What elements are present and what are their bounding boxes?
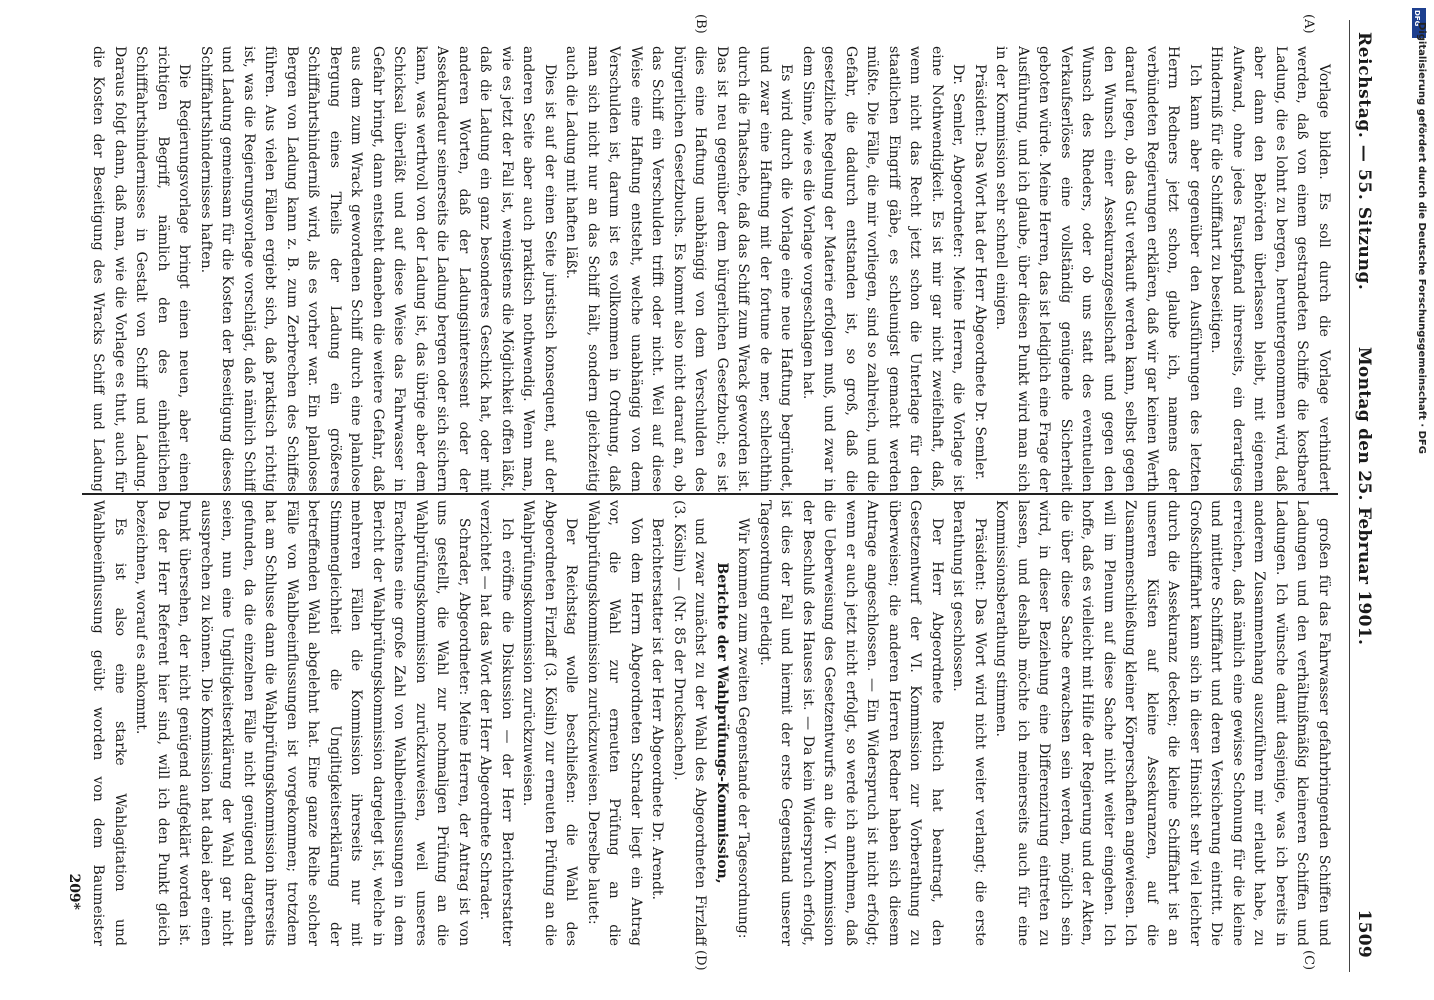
paragraph: Wir kommen zum zweiten Gegenstande der Tagesordnung: xyxy=(735,518,752,939)
paragraph: Ich kann aber gegenüber den Ausführungen des letzten Herrn Redners jetzt schon, glaube ich, namens der verbündeten Regierungen erklären, daß wir gar keinen Werth darauf legen, ob das Gut verkauft werden kann, selbst gegen den Wunsch einer Assekuranzgesellschaft und gegen den Wunsch des Rheders, oder ob uns statt des eventuellen Verkaufserlöses eine vollständig genügende Sicherheit geboten würde. Meine Herren, das ist lediglich eine Frage der Ausführung, und ich glaube, über diesen Punkt wird man sich in der Kommission sehr schnell einigen. xyxy=(993,46,1203,492)
paragraph: Schrader, Abgeordneter: Meine Herren, der Antrag ist von uns gestellt, die Wahl zur nochmaligen Prüfung an die Wahlprüfungskommission zurückzuweisen, weil unseres Erachtens eine große Zahl von Wahlbeeinflussungen in dem Bericht der Wahlprüfungskommission dargelegt ist, welche in mehreren Fällen die Kommission ihrerseits nur mit Stimmengleichheit die Ungiltigkeitserklärung der betreffenden Wahl abgelehnt hat. Eine ganze Reihe solcher Fälle von Wahlbeeinflussungen ist vorgekommen; trotzdem hat am Schlusse dann die Wahlprüfungskommission ihrerseits gefunden, da die einzelnen Fälle nicht genügend dargethan seien, nun eine Ungiltigkeitserklärung der Wahl gar nicht aussprechen zu können. Die Kommission hat dabei aber einen Punkt übersehen, der nicht genügend aufgeklärt worden ist. Da der Herr Referent hier sind, will ich den Punkt gleich bezeichnen, worauf es ankommt. xyxy=(133,500,472,946)
margin-mark-c: (C) xyxy=(1301,950,1316,971)
paragraph: Präsident: Das Wort hat der Herr Abgeordnete Dr. Semler. xyxy=(972,64,988,481)
paragraph: Es wird durch die Vorlage eine neue Haftung begründet, und zwar eine Haftung mit der fortune de mer, schlechthin durch die Thatsache, daß das Schiff zum Wrack geworden ist. Das ist neu gegenüber dem bürgerlichen Gesetzbuch; es ist dies eine Haftung unabhängig von dem Verschulden des bürgerlichen Gesetzbuchs. Es kommt also nicht darauf an, ob das Schiff ein Verschulden trifft oder nicht. Weil auf diese Weise eine Haftung entsteht, welche unabhängig von dem Verschulden ist, darum ist es vollkommen in Ordnung, daß man sich nicht nur an das Schiff hält, sondern gleichzeitig auch die Ladung mit haften läßt. xyxy=(563,46,795,492)
paragraph: Berichterstatter ist der Herr Abgeordnete Dr. Arendt. xyxy=(649,518,666,900)
paragraph: Ich eröffne die Diskussion — der Herr Berichterstatter verzichtet — hat das Wort der Herr Abgeordnete Schrader. xyxy=(477,500,515,946)
page-header xyxy=(1349,20,1380,972)
paragraph: Vorlage bilden. Es soll durch die Vorlage verhindert werden, daß von einem gestrandeten Schiffe die kostbare Ladung, die es lohnt zu bergen, heruntergenommen wird, daß aber dann den Behörden überlassen bleibt, mit eigenem Aufwand, ohne jedes Faustpfand ihrerseits, ein derartiges Hinderniß für die Schifffahrt zu beseitigen. xyxy=(1208,46,1332,492)
paragraph: Präsident: Das Wort wird nicht weiter verlangt; die erste Berathung ist geschlossen. xyxy=(950,500,988,946)
margin-mark-b: (B) xyxy=(693,14,708,34)
paragraph: Der Reichstag wolle beschließen: die Wahl des Abgeordneten Firzlaff (3. Köslin) zur erneuten Prüfung an die Wahlprüfungskommission zurückzuweisen. xyxy=(520,500,580,946)
margin-mark-d: (D) xyxy=(693,950,708,971)
paragraph: großen für das Fahrwasser gefahrbringenden Schiffen und Ladungen und den verhältnißmäßig kleineren Schiffen und Ladungen. Ich wünsche damit dasjenige, was ich bereits in anderem Zusammenhang auszuführen mir erlaubt habe, zu erreichen, daß nämlich eine gewisse Schonung für die kleine und mittlere Schifffahrt und deren Versicherung eintritt. Die Großschifffahrt kann sich in dieser Hinsicht sehr viel leichter durch die Assekuranz decken; die kleine Schifffahrt ist an unseren Küsten auf kleine Assekuranzen, auf die Zusammenschließung kleiner Körperschaften angewiesen. Ich will im Plenum auf diese Sache nicht weiter eingehen. Ich hoffe, daß es vielleicht mit Hilfe der Regierung und der Akten, die über diese Sache erwachsen sein werden, möglich sein wird, in dieser Beziehung eine Differenzirung eintreten zu lassen, und deshalb möchte ich meinerseits auch für eine Kommissionsberathung stimmen. xyxy=(993,500,1332,946)
section-heading: Berichte der Wahlprüfungs-Kommission, xyxy=(714,562,730,884)
paragraph: Dies ist auf der einen Seite juristisch konsequent, auf der anderen Seite aber auch praktisch nothwendig. Wenn man, wie es jetzt der Fall ist, wenigstens die Möglichkeit offen läßt, daß die Ladung ein ganz besonderes Geschick hat, oder mit anderen Worten, daß der Ladungsinteressent oder der Assekuradeur seinerseits die Ladung bergen oder sich sichern kann, was werthvoll von der Ladung ist, das übrige aber dem Schicksal überläßt und auf diese Weise das Fahrwasser in Gefahr bringt, dann entsteht daneben die weitere Gefahr, daß aus dem zum Wrack gewordenen Schiff durch eine planlose Bergung eines Theils der Ladung ein größeres Schifffahrtshinderniß wird, als es vorher war. Ein planloses Bergen von Ladung kann z. B. zum Zerbrechen des Schiffes führen. Aus vielen Fällen ergiebt sich, daß praktisch richtig ist, was die Regierungsvorlage vorschlägt, daß nämlich Schiff und Ladung gemeinsam für die Kosten der Beseitigung dieses Schifffahrtshindernisses haften. xyxy=(198,46,558,492)
header-date: Montag den 25. Februar 1901. xyxy=(1354,346,1374,646)
margin-mark-a: (A) xyxy=(1301,14,1316,34)
header-left: Reichstag. — 55. Sitzung. xyxy=(1354,32,1374,291)
paragraph: Der Herr Abgeordnete Rettich hat beantragt, den Gesetzentwurf der VI. Kommission zur Vorberathung zu überweisen; die anderen Herren Redner haben sich diesem Antrage angeschlossen. — Ein Widerspruch ist nicht erfolgt; wenn er auch jetzt nicht erfolgt, so werde ich annehmen, daß die Ueberweisung des Gesetzentwurfs an die VI. Kommission der Beschluß des Hauses ist. — Da kein Widerspruch erfolgt, ist dies der Fall und hiermit der erste Gegenstand unserer Tagesordnung erledigt. xyxy=(757,500,945,946)
right-column xyxy=(84,500,1334,946)
paragraph: Dr. Semler, Abgeordneter: Meine Herren, die Vorlage ist eine Nothwendigkeit. Es ist mir gar nicht zweifelhaft, daß, wenn nicht das Recht jetzt schon die Unterlage für den staatlichen Eingriff gäbe, es schleunigst gemacht werden müßte. Die Fälle, die mir vorliegen, sind so zahlreich, und die Gefahr, die dadurch entstanden ist, so groß, daß die gesetzliche Regelung der Materie erfolgen muß, und zwar in dem Sinne, wie es die Vorlage vorgeschlagen hat. xyxy=(800,46,967,492)
paragraph: Von dem Herrn Abgeordneten Schrader liegt ein Antrag vor, die Wahl zur erneuten Prüfung an die Wahlprüfungskommission zurückzuweisen. Derselbe lautet: xyxy=(585,500,644,946)
paragraph: Die Regierungsvorlage bringt einen neuen, aber einen richtigen Begriff, nämlich den des einheitlichen Schifffahrtshindernisses in Gestalt von Schiff und Ladung. Daraus folgt dann, daß man, wie die Vorlage es thut, auch für die Kosten der Beseitigung des Wracks Schiff und Ladung xyxy=(90,46,193,492)
page-number: 1509 xyxy=(1354,909,1374,958)
digitization-credit xyxy=(1413,22,1427,982)
paragraph: und zwar zunächst zu der Wahl des Abgeordneten Firzlaff (3. Köslin) — (Nr. 85 der Drucksachen). xyxy=(671,500,709,946)
dfg-logo-text: DFG xyxy=(1413,10,1421,27)
left-column xyxy=(84,46,1334,492)
column-divider xyxy=(82,493,1338,495)
paragraph: Es ist also eine starke Wahlagitation und Wahlbeeinflussung geübt worden von dem Baumeister xyxy=(90,500,128,946)
credit-text: Digitalisierung gefördert durch die Deutsche Forschungsgemeinschaft · DFG xyxy=(1416,22,1427,454)
signature-mark: 209* xyxy=(66,873,82,910)
